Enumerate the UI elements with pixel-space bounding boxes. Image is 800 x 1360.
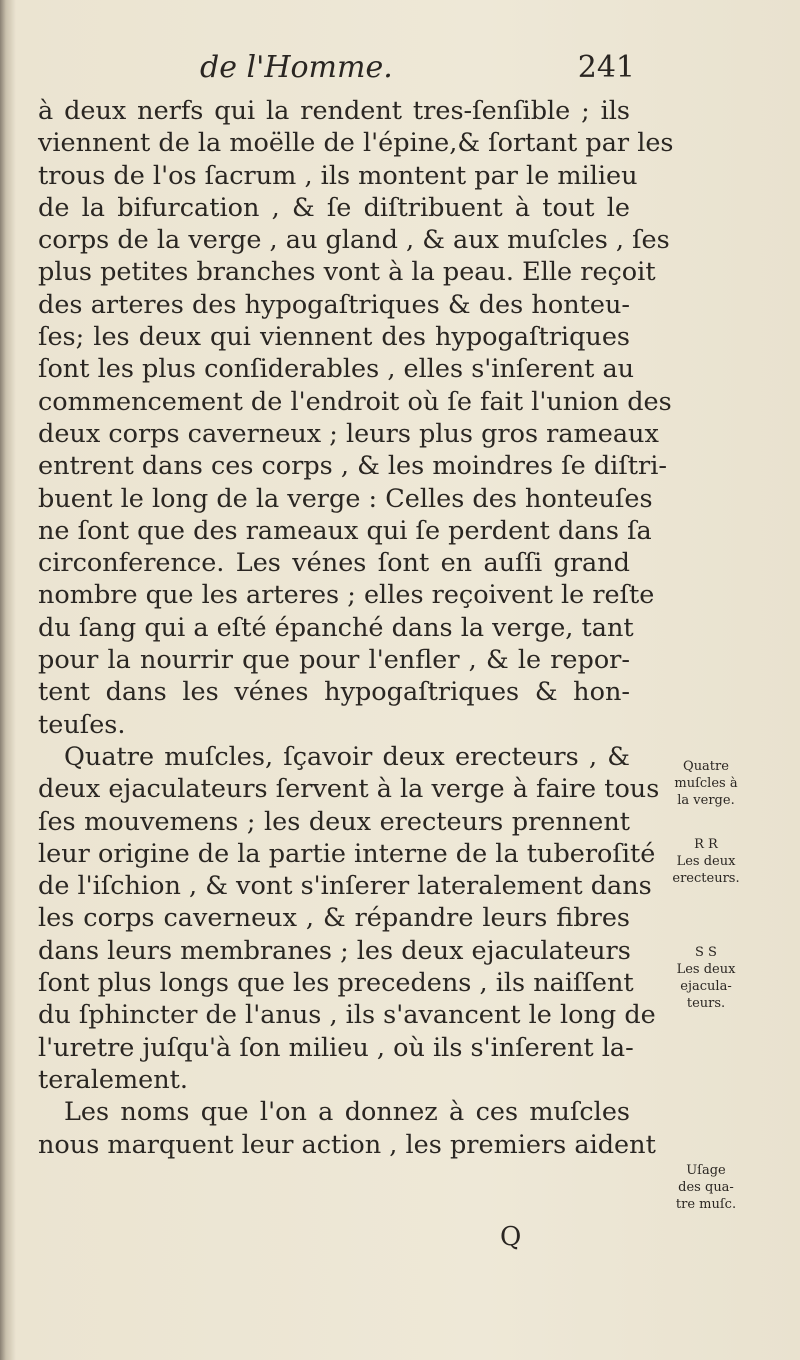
text-line: deux ejaculateurs ſervent à la verge à faire tous (38, 774, 660, 805)
body-text (38, 95, 674, 1161)
text-line: commencement de l'endroit où ſe fait l'union des (38, 386, 672, 417)
margin-note-usage (636, 1162, 776, 1213)
margin-note-line: teurs. (686, 996, 726, 1011)
margin-note-line: des qua- (678, 1180, 734, 1195)
text-line: Quatre muſcles, ſçavoir deux erecteurs , & (64, 741, 630, 772)
margin-note-line: Les deux (676, 962, 736, 977)
text-line: leur origine de la partie interne de la tuberoſité (38, 838, 656, 869)
margin-note-line: R R (694, 837, 718, 852)
text-line: corps de la verge , au gland , & aux muſcles , ſes (38, 225, 670, 256)
margin-note-line: erecteurs. (672, 871, 740, 886)
text-line: de l'iſchion , & vont s'inſerer lateralement dans (38, 871, 652, 902)
text-line: à deux nerfs qui la rendent tres-ſenſible ; ils (38, 96, 630, 126)
margin-note-quatre-muscles (636, 758, 776, 809)
text-line: ſont les plus conſiderables , elles s'inſerent au (38, 354, 635, 385)
text-line: deux corps caverneux ; leurs plus gros rameaux (38, 418, 659, 449)
text-line: ſes; les deux qui viennent des hypogaſtriques (38, 322, 630, 353)
text-line: dans leurs membranes ; les deux ejaculateurs (38, 935, 631, 966)
running-head (200, 50, 635, 96)
margin-note-erecteurs (636, 836, 776, 887)
text-line: trous de l'os ſacrum , ils montent par le milieu (38, 160, 638, 191)
running-title: de l'Homme. (200, 50, 393, 85)
margin-note-line: Les deux (676, 854, 736, 869)
margin-note-line: la verge. (677, 793, 735, 808)
margin-note-line: Uſage (686, 1163, 726, 1178)
text-line: ne ſont que des rameaux qui ſe perdent dans ſa (38, 515, 652, 546)
text-line: des arteres des hypogaſtriques & des honteu- (38, 289, 630, 320)
text-line: nombre que les arteres ; elles reçoivent le reſte (38, 580, 655, 611)
margin-note-line: ejacula- (680, 979, 732, 994)
catchword: Q (500, 1222, 522, 1252)
text-line: nous marquent leur action , les premiers aident (38, 1129, 656, 1160)
text-line: ſont plus longs que les precedens , ils naiſſent (38, 968, 634, 999)
text-line: tent dans les vénes hypogaſtriques & hon- (38, 677, 630, 708)
page-number: 241 (577, 50, 635, 85)
text-line: l'uretre juſqu'à ſon milieu , où ils s'inſerent la- (38, 1032, 634, 1063)
margin-note-line: Quatre (683, 759, 729, 774)
text-line: du ſphincter de l'anus , ils s'avancent le long de (38, 1000, 656, 1031)
margin-note-ejaculateurs (636, 944, 776, 1012)
text-line: teuſes. (38, 709, 126, 740)
text-line: du ſang qui a eſté épanché dans la verge, tant (38, 612, 634, 643)
text-line: plus petites branches vont à la peau. Elle reçoit (38, 257, 656, 288)
text-line: Les noms que l'on a donnez à ces muſcles (64, 1097, 630, 1128)
margin-note-line: tre muſc. (675, 1197, 737, 1212)
text-line: circonference. Les vénes ſont en auſſi grand (38, 548, 630, 579)
text-line: viennent de la moëlle de l'épine,& ſortant par les (38, 128, 674, 159)
text-line: entrent dans ces corps , & les moindres ſe diſtri- (38, 451, 667, 482)
text-line: les corps caverneux , & répandre leurs fibres (38, 903, 630, 934)
text-line: ſes mouvemens ; les deux erecteurs prennent (38, 806, 630, 837)
margin-note-line: S S (695, 945, 717, 960)
text-line: buent le long de la verge : Celles des honteuſes (38, 483, 653, 514)
text-line: pour la nourrir que pour l'enfler , & le repor- (38, 645, 630, 676)
text-line: teralement. (38, 1064, 189, 1095)
text-line: de la bifurcation , & ſe diſtribuent à tout le (38, 192, 630, 223)
margin-note-line: muſcles à (674, 776, 738, 791)
